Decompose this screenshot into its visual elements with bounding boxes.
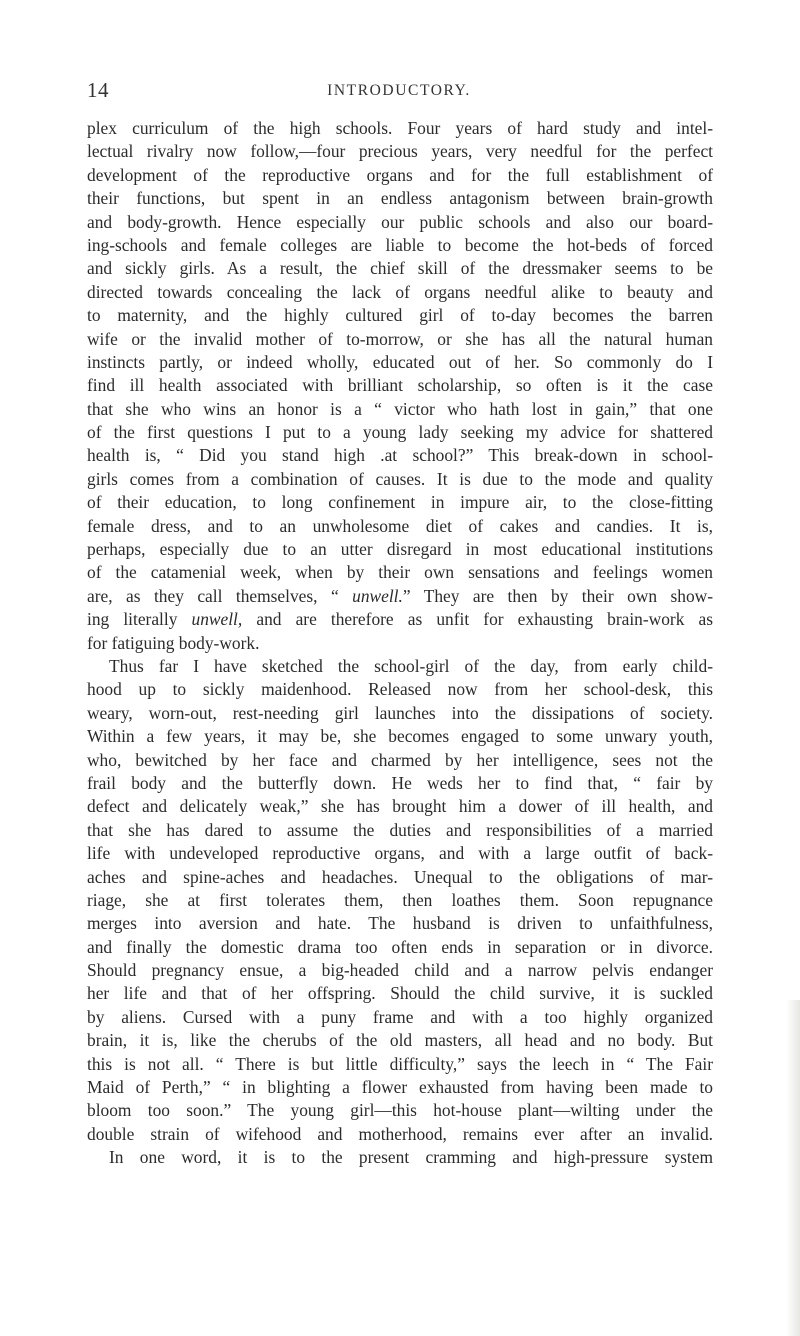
text-line	[87, 608, 713, 631]
text-segment: are, as they call themselves, “	[87, 585, 353, 606]
text-line: that she who wins an honor is a “ victor who hath lost in gain,” that one	[87, 398, 713, 419]
text-line: and finally the domestic drama too often ends in separation or in divorce.	[87, 936, 713, 957]
text-segment: and are therefore as unfit for exhausting brain-work as	[242, 609, 713, 630]
text-line: Thus far I have sketched the school-girl of the day, from early child-	[109, 655, 713, 676]
text-line: bloom too soon.” The young girl—this hot-house plant—wilting under the	[87, 1100, 713, 1121]
text-line: directed towards concealing the lack of organs needful alike to beauty and	[87, 281, 713, 302]
text-line: frail body and the butterfly down. He weds her to find that, “ fair by	[87, 772, 713, 793]
italic-word: unwell.	[352, 585, 403, 606]
text-segment: ing literally	[87, 609, 192, 630]
text-line: merges into aversion and hate. The husband is driven to unfaithfulness,	[87, 913, 713, 934]
text-line: health is, “ Did you stand high .at school?” This break-down in school-	[87, 445, 713, 466]
text-line: weary, worn-out, rest-needing girl launches into the dissipations of society.	[87, 702, 713, 723]
text-line: double strain of wifehood and motherhood, remains ever after an invalid.	[87, 1123, 713, 1144]
text-line: and body-growth. Hence especially our public schools and also our board-	[87, 211, 713, 232]
text-line: and sickly girls. As a result, the chief skill of the dressmaker seems to be	[87, 258, 713, 279]
text-line: perhaps, especially due to an utter disregard in most educational institutions	[87, 539, 713, 560]
text-line: of their education, to long confinement in impure air, to the close-fitting	[87, 492, 713, 513]
text-line: by aliens. Cursed with a puny frame and with a too highly organized	[87, 1006, 713, 1027]
text-line: development of the reproductive organs and for the full establishment of	[87, 164, 713, 185]
text-line: plex curriculum of the high schools. Four years of hard study and intel-	[87, 118, 713, 138]
text-line: of the first questions I put to a young lady seeking my advice for shattered	[87, 422, 713, 443]
text-line: Within a few years, it may be, she becomes engaged to some unwary youth,	[87, 726, 713, 747]
text-line: aches and spine-aches and headaches. Unequal to the obligations of mar-	[87, 866, 713, 887]
text-line: for fatiguing body-work.	[87, 632, 260, 653]
text-line: to maternity, and the highly cultured girl of to-day becomes the barren	[87, 305, 713, 326]
page-number: 14	[87, 78, 109, 102]
text-line: hood up to sickly maidenhood. Released now from her school-desk, this	[87, 679, 713, 700]
text-line: of the catamenial week, when by their own sensations and feelings women	[87, 562, 713, 583]
text-line: this is not all. “ There is but little difficulty,” says the leech in “ The Fair	[87, 1053, 713, 1074]
text-line: life with undeveloped reproductive organs, and with a large outfit of back-	[87, 843, 713, 864]
running-head: INTRODUCTORY.	[327, 82, 471, 99]
text-line: ing-schools and female colleges are liable to become the hot-beds of forced	[87, 234, 713, 255]
text-line: riage, she at first tolerates them, then loathes them. Soon repugnance	[87, 889, 713, 910]
text-line: defect and delicately weak,” she has brought him a dower of ill health, and	[87, 796, 713, 817]
body-text	[87, 117, 713, 1170]
text-line: her life and that of her offspring. Should the child survive, it is suckled	[87, 983, 713, 1004]
text-line: Should pregnancy ensue, a big-headed child and a narrow pelvis endanger	[87, 960, 713, 981]
text-line	[87, 585, 713, 608]
text-line: that she has dared to assume the duties and responsibilities of a married	[87, 819, 713, 840]
page-header	[87, 78, 711, 104]
text-line: find ill health associated with brilliant scholarship, so often is it the case	[87, 375, 713, 396]
text-line: their functions, but spent in an endless antagonism between brain-growth	[87, 188, 713, 209]
italic-word: unwell,	[191, 609, 243, 630]
text-line: instincts partly, or indeed wholly, educated out of her. So commonly do I	[87, 351, 713, 372]
text-line: who, bewitched by her face and charmed by her intelligence, sees not the	[87, 749, 713, 770]
text-line: wife or the invalid mother of to-morrow, or she has all the natural human	[87, 328, 713, 349]
text-line: brain, it is, like the cherubs of the old masters, all head and no body. But	[87, 1030, 713, 1051]
page-edge-shadow	[786, 1000, 800, 1336]
text-line: female dress, and to an unwholesome diet of cakes and candies. It is,	[87, 515, 713, 536]
text-line: girls comes from a combination of causes. It is due to the mode and quality	[87, 468, 713, 489]
text-segment: ” They are then by their own show-	[402, 585, 713, 606]
text-line: In one word, it is to the present cramming and high-pressure system	[109, 1147, 713, 1168]
text-line: lectual rivalry now follow,—four precious years, very needful for the perfect	[87, 141, 713, 162]
text-line: Maid of Perth,” “ in blighting a flower exhausted from having been made to	[87, 1077, 713, 1098]
